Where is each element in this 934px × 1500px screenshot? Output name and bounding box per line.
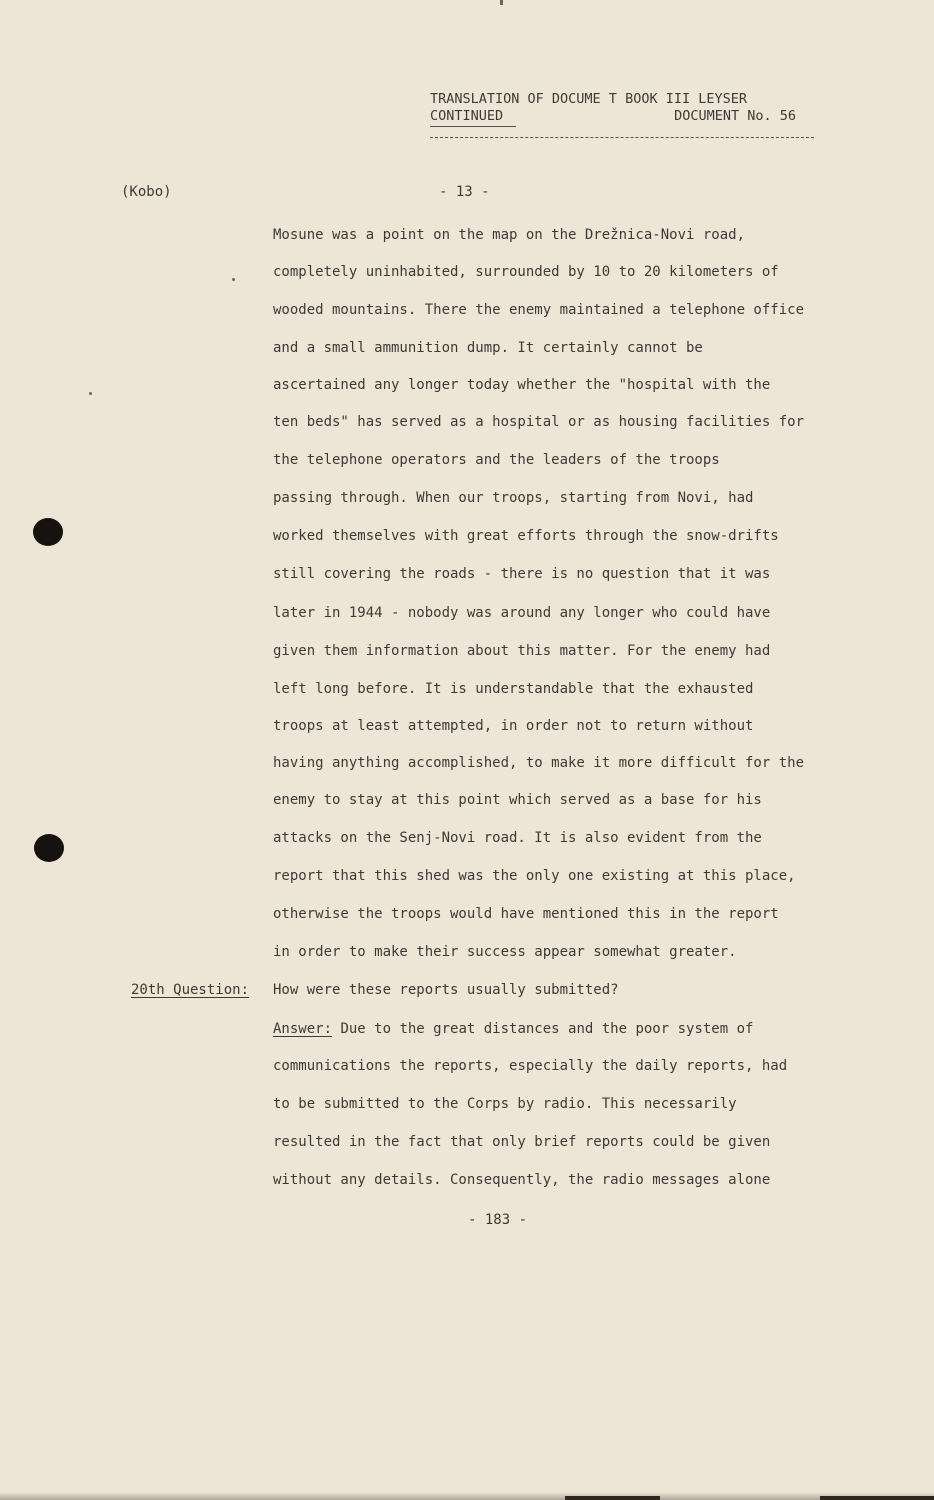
paper-speck [89, 392, 92, 395]
body-line: later in 1944 - nobody was around any longer who could have [273, 605, 771, 621]
page-number: - 13 - [439, 184, 490, 200]
body-line: otherwise the troops would have mentioned this in the report [273, 906, 779, 922]
bottom-edge-mark [565, 1496, 660, 1500]
header-title: TRANSLATION OF DOCUME T BOOK III LEYSER [430, 91, 747, 107]
body-line: ascertained any longer today whether the "hospital with the [273, 377, 771, 393]
punch-hole-upper [33, 518, 63, 546]
body-line: still covering the roads - there is no question that it was [273, 566, 771, 582]
body-line: given them information about this matter. For the enemy had [273, 643, 771, 659]
speaker-label: (Kobo) [121, 184, 172, 200]
header-document-number: DOCUMENT No. 56 [674, 108, 796, 124]
answer-first-line [273, 1021, 753, 1037]
answer-line: communications the reports, especially the daily reports, had [273, 1058, 788, 1074]
answer-line: resulted in the fact that only brief reports could be given [273, 1134, 771, 1150]
question-text: How were these reports usually submitted? [273, 982, 619, 998]
header-continued: CONTINUED [430, 108, 504, 124]
top-edge-mark [500, 0, 503, 5]
body-line: attacks on the Senj-Novi road. It is also evident from the [273, 830, 762, 846]
footer-page-number: - 183 - [468, 1212, 528, 1228]
answer-line: to be submitted to the Corps by radio. This necessarily [273, 1096, 737, 1112]
punch-hole-lower [34, 834, 64, 862]
body-line: wooded mountains. There the enemy maintained a telephone office [273, 302, 805, 318]
body-line: troops at least attempted, in order not to return without [273, 718, 754, 734]
document-header [430, 91, 820, 125]
body-line: left long before. It is understandable that the exhausted [273, 681, 754, 697]
body-line: having anything accomplished, to make it more difficult for the [273, 755, 805, 771]
answer-first-line-text: Due to the great distances and the poor system of [332, 1021, 754, 1037]
question-label: 20th Question: [131, 982, 250, 998]
answer-label: Answer: [273, 1021, 333, 1037]
paper-speck [232, 278, 235, 281]
answer-line: without any details. Consequently, the radio messages alone [273, 1172, 771, 1188]
body-line: Mosune was a point on the map on the Drežnica-Novi road, [273, 227, 746, 243]
body-line: passing through. When our troops, starting from Novi, had [273, 490, 754, 506]
body-line: completely uninhabited, surrounded by 10 to 20 kilometers of [273, 264, 779, 280]
body-line: worked themselves with great efforts through the snow-drifts [273, 528, 779, 544]
body-line: and a small ammunition dump. It certainly cannot be [273, 340, 703, 356]
header-dashed-rule [430, 137, 814, 138]
body-line: enemy to stay at this point which served as a base for his [273, 792, 762, 808]
body-line: the telephone operators and the leaders of the troops [273, 452, 720, 468]
header-underline [430, 126, 516, 127]
body-line: in order to make their success appear somewhat greater. [273, 944, 737, 960]
body-line: report that this shed was the only one existing at this place, [273, 868, 796, 884]
bottom-edge-mark [820, 1496, 934, 1500]
header-second-line [430, 108, 796, 125]
body-line: ten beds" has served as a hospital or as housing facilities for [273, 414, 805, 430]
